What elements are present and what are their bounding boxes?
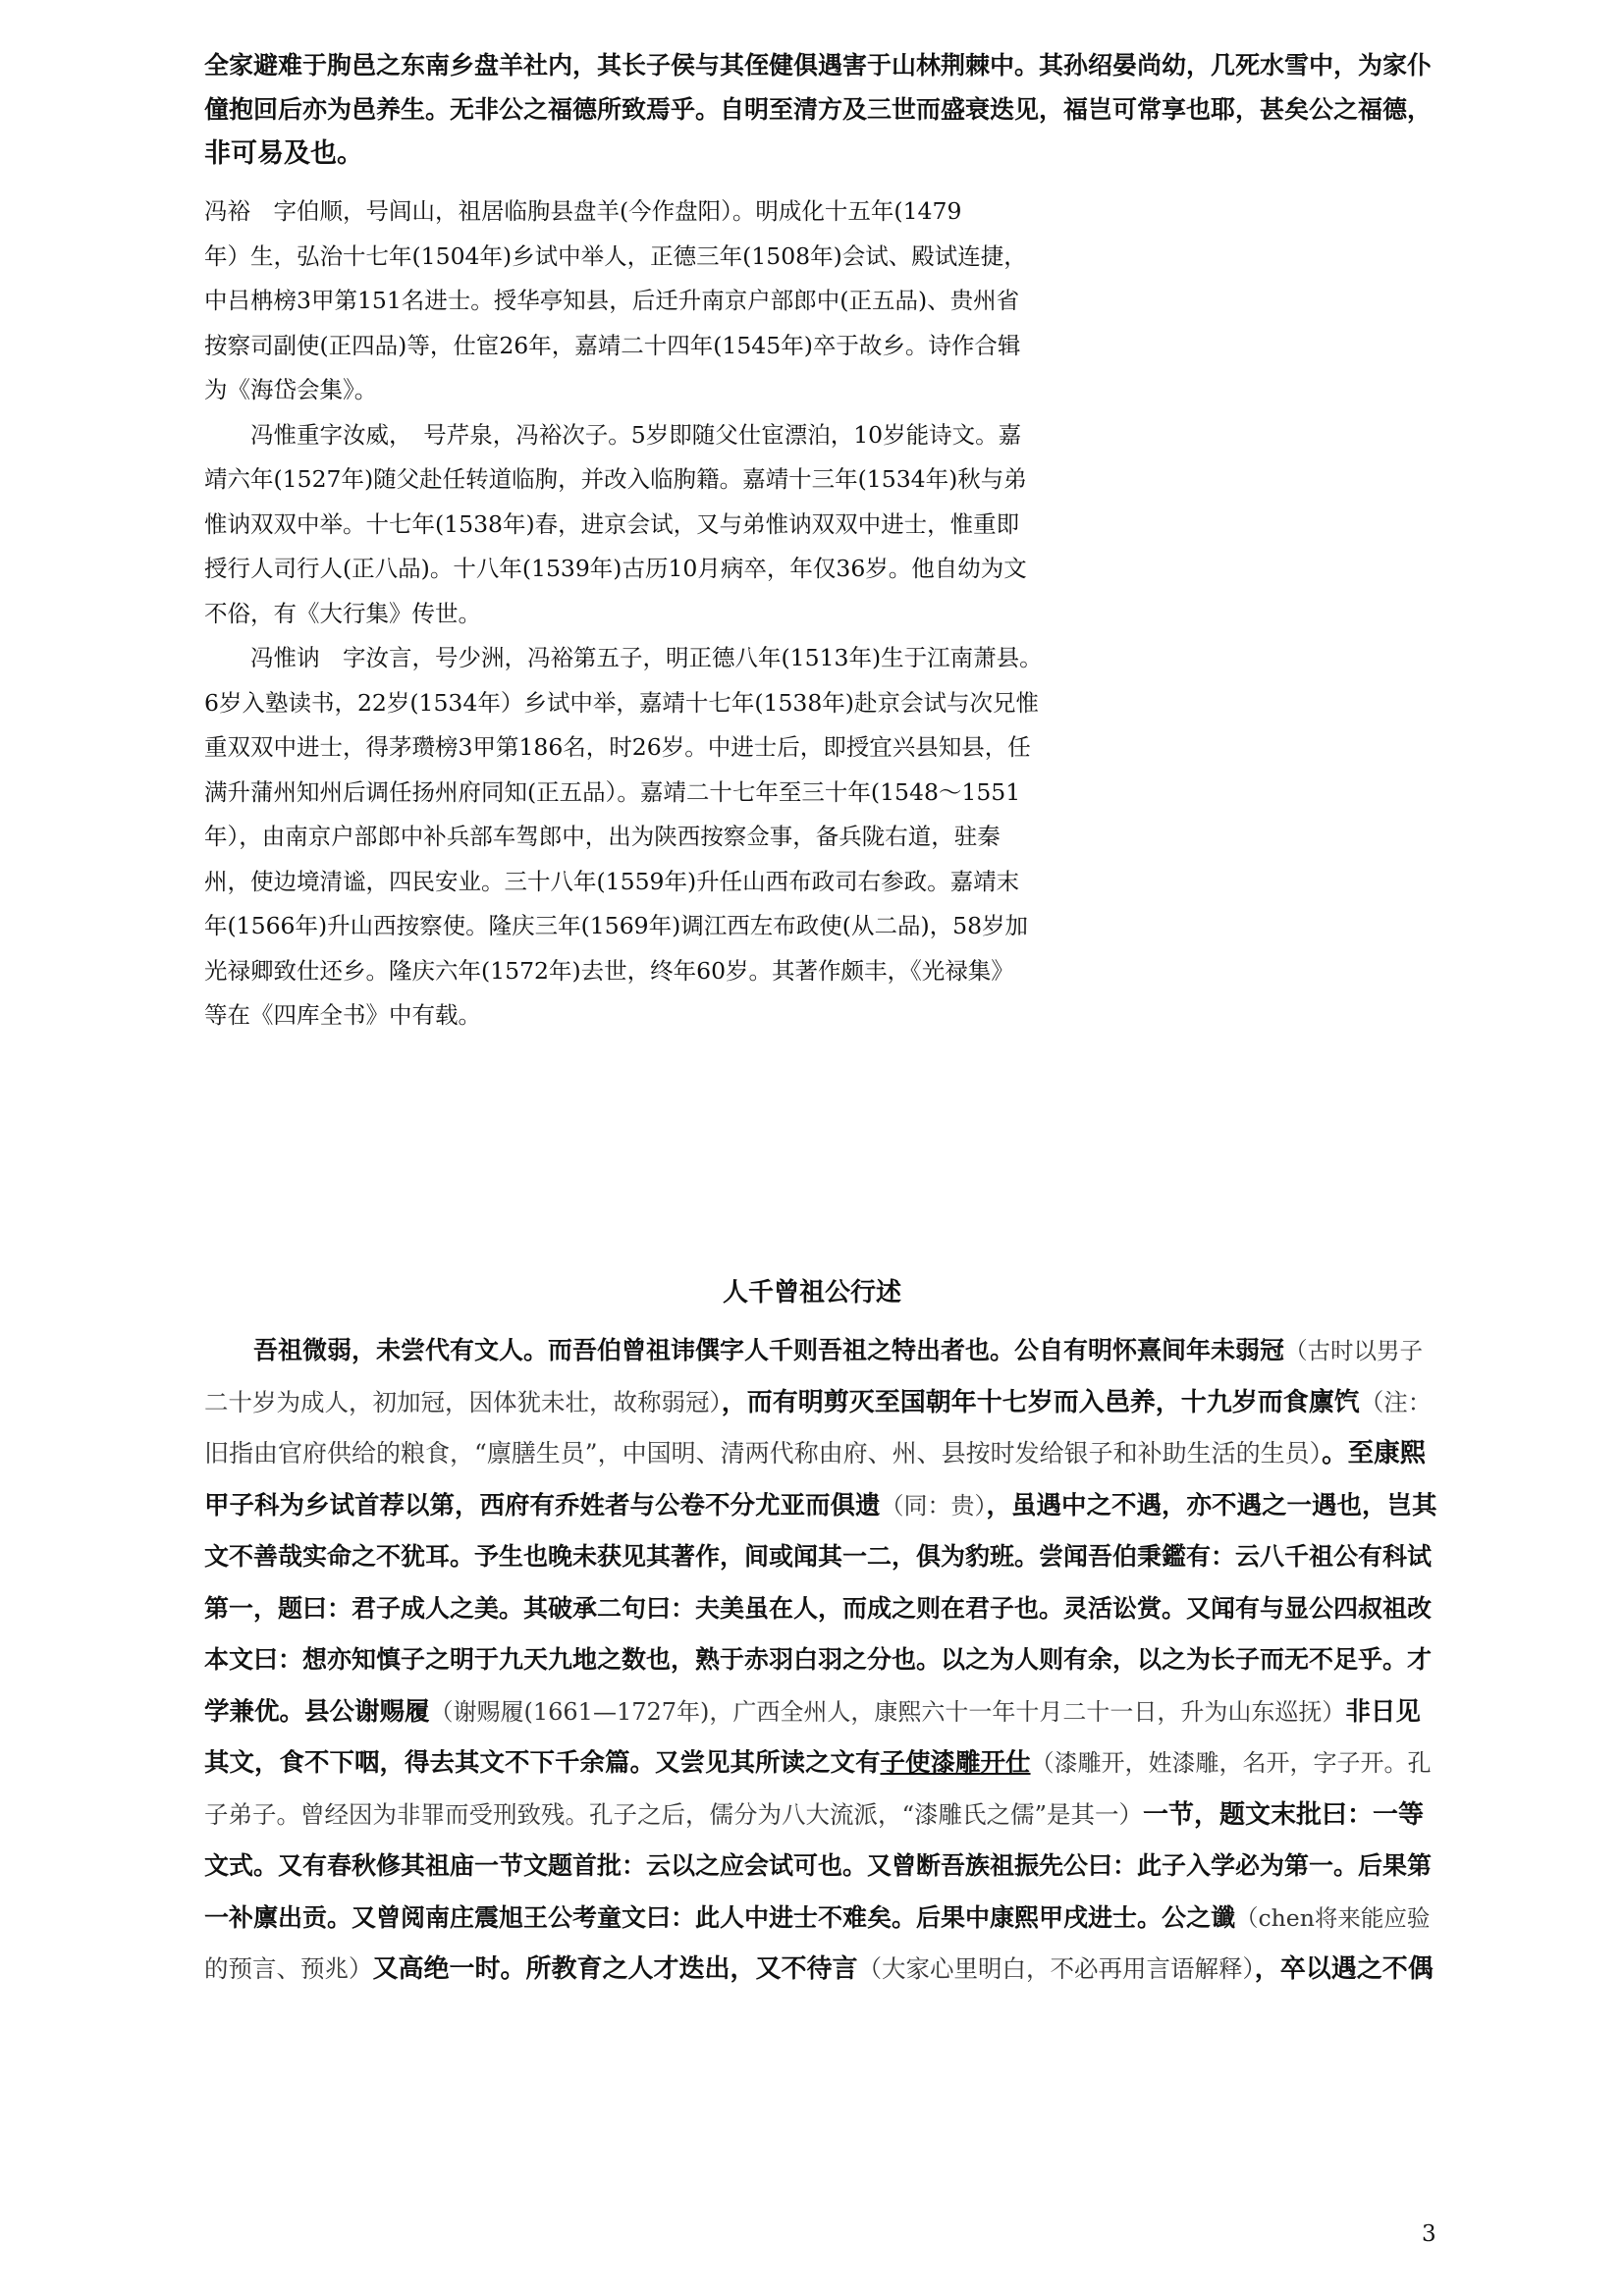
underlined-text: 子使漆雕开仕 [880,1748,1031,1778]
section-title: 人千曾祖公行述 [722,1278,901,1308]
section-body [204,1325,1443,1996]
text-line: 不俗，有《大行集》传世。 [204,599,481,627]
text-line: 僮抱回后亦为邑养生。无非公之福德所致焉乎。自明至清方及三世而盛衰迭见，福岂可常享也耶，甚矣公之福德， [204,95,1433,124]
text-line: 6岁入塾读书，22岁(1534年）乡试中举，嘉靖十七年(1538年)赴京会试与次兄惟 [204,688,1039,717]
text-run: 学兼优。县公谢赐履 [204,1696,430,1727]
text-line [204,1944,1443,1996]
text-line: 重双双中进士，得茅瓒榜3甲第186名，时26岁。中进士后，即授宜兴县知县，任 [204,733,1031,761]
top-paragraph [204,43,1441,176]
text-line: 冯裕 字伯顺，号闾山，祖居临朐县盘羊(今作盘阳）。明成化十五年(1479 [204,197,962,225]
text-run: 一节，题文末批曰：一等 [1143,1799,1425,1830]
text-run: ，虽遇中之不遇，亦不遇之一遇也，岂其 [986,1490,1437,1521]
text-line: 中吕柟榜3甲第151名进士。授华亭知县，后迁升南京户部郎中(正五品)、贵州省 [204,287,1020,314]
page-number: 3 [1422,2221,1436,2247]
text-line: 授行人司行人(正八品)。十八年(1539年)古历10月病卒，年仅36岁。他自幼为文 [204,555,1027,582]
annotation: 子弟子。曾经因为非罪而受刑致残。孔子之后，儒分为八大流派，“漆雕氏之儒”是其一） [204,1799,1144,1829]
text-line [204,1686,1443,1738]
text-line [204,1737,1443,1789]
text-line: 全家避难于朐邑之东南乡盘羊社内，其长子侯与其侄健俱遇害于山林荆棘中。其孙绍晏尚幼，几死水雪中，为家仆 [204,51,1433,80]
annotation: （古时以男子 [1284,1337,1424,1364]
text-line: 满升蒲州知州后调任扬州府同知(正五品）。嘉靖二十七年至三十年(1548～1551 [204,777,1021,806]
text-line: 年），由南京户部郎中补兵部车驾郎中，出为陕西按察佥事，备兵陇右道，驻秦 [204,823,1001,850]
text-run: 又高绝一时。所教育之人才迭出，又不待言 [372,1954,858,1984]
text-run: ，卒以遇之不偶 [1254,1954,1434,1984]
annotation: （注： [1359,1387,1433,1416]
text-line: 年(1566年)升山西按察使。隆庆三年(1569年)调江西左布政使(从二品)，58岁加 [204,912,1029,939]
text-run: 吾祖微弱，未尝代有文人。而吾伯曾祖讳僎字人千则吾祖之特出者也。公自有明怀熹间年未弱冠 [204,1336,1285,1364]
text-line: 冯惟重字汝威， 号芹泉，冯裕次子。5岁即随父仕宦漂泊，10岁能诗文。嘉 [204,420,1022,449]
text-line [204,1325,1443,1377]
annotation: 的预言、预兆） [204,1954,373,1983]
text-run: 非日见 [1345,1696,1421,1727]
text-line: 等在《四库全书》中有载。 [204,1001,481,1029]
text-line: 靖六年(1527年)随父赴任转道临朐，并改入临朐籍。嘉靖十三年(1534年)秋与弟 [204,465,1027,493]
text-line [204,1789,1443,1842]
text-line [204,1377,1443,1429]
text-line: 州，使边境清谧，四民安业。三十八年(1559年)升任山西布政司右参政。嘉靖末 [204,867,1020,895]
text-line: 文不善哉实命之不犹耳。予生也晚未获见其著作，间或闻其一二，俱为豹班。尝闻吾伯秉鑑有：云八千祖公有科试 [204,1542,1433,1571]
annotation: 旧指由官府供给的粮食，“廪膳生员”，中国明、清两代称由府、州、县按时发给银子和补助生活的生员） [204,1439,1323,1468]
annotation: （漆雕开，姓漆雕，名开，字子开。孔 [1030,1749,1432,1777]
text-line: 为《海岱会集》。 [204,376,378,403]
text-line: 非可易及也。 [204,138,363,169]
text-line [204,1480,1443,1532]
text-run: ，而有明剪灭至国朝年十七岁而入邑养，十九岁而食廪饩 [721,1387,1360,1417]
text-line: 本文曰：想亦知慎子之明于九天九地之数也，熟于赤羽白羽之分也。以之为人则有余，以之为长子而无不足乎。才 [204,1645,1433,1674]
text-line [204,1428,1443,1480]
text-run: 。至康熙 [1322,1438,1427,1468]
annotation: 二十岁为成人，初加冠，因体犹未壮，故称弱冠） [204,1387,722,1416]
annotation: （谢赐履(1661—1727年)，广西全州人，康熙六十一年十月二十一日，升为山东巡抚） [429,1697,1346,1726]
text-line: 惟讷双双中举。十七年(1538年)春，进京会试，又与弟惟讷双双中进士，惟重即 [204,509,1020,538]
biography-section [204,189,1117,1039]
annotation: （同：贵） [880,1491,987,1520]
text-line [204,1893,1443,1945]
annotation: （大家心里明白，不必再用言语解释） [857,1954,1255,1983]
text-run: 其文，食不下咽，得去其文不下千余篇。又尝见其所读之文有 [204,1748,881,1778]
text-run: 一补廪出贡。又曾阅南庄震旭王公考童文曰：此人中进士不难矣。后果中康熙甲戌进士。公之谶 [204,1902,1236,1932]
text-line: 按察司副使(正四品)等，仕宦26年，嘉靖二十四年(1545年)卒于故乡。诗作合辑 [204,331,1021,359]
text-line: 年）生，弘治十七年(1504年)乡试中举人，正德三年(1508年)会试、殿试连捷， [204,241,1027,270]
text-line: 文式。又有春秋修其祖庙一节文题首批：云以之应会试可也。又曾断吾族祖振先公曰：此子入学必为第一。后果第 [204,1851,1433,1880]
text-line: 光禄卿致仕还乡。隆庆六年(1572年)去世，终年60岁。其著作颇丰，《光禄集》 [204,956,1014,985]
text-line: 冯惟讷 字汝言，号少洲，冯裕第五子，明正德八年(1513年)生于江南萧县。 [204,644,1043,671]
text-line: 第一，题曰：君子成人之美。其破承二句曰：夫美虽在人，而成之则在君子也。灵活讼赏。又闻有与显公四叔祖改 [204,1593,1433,1623]
annotation: （chen将来能应验 [1235,1903,1431,1932]
text-run: 甲子科为乡试首荐以第，西府有乔姓者与公卷不分尤亚而俱遗 [204,1490,881,1521]
